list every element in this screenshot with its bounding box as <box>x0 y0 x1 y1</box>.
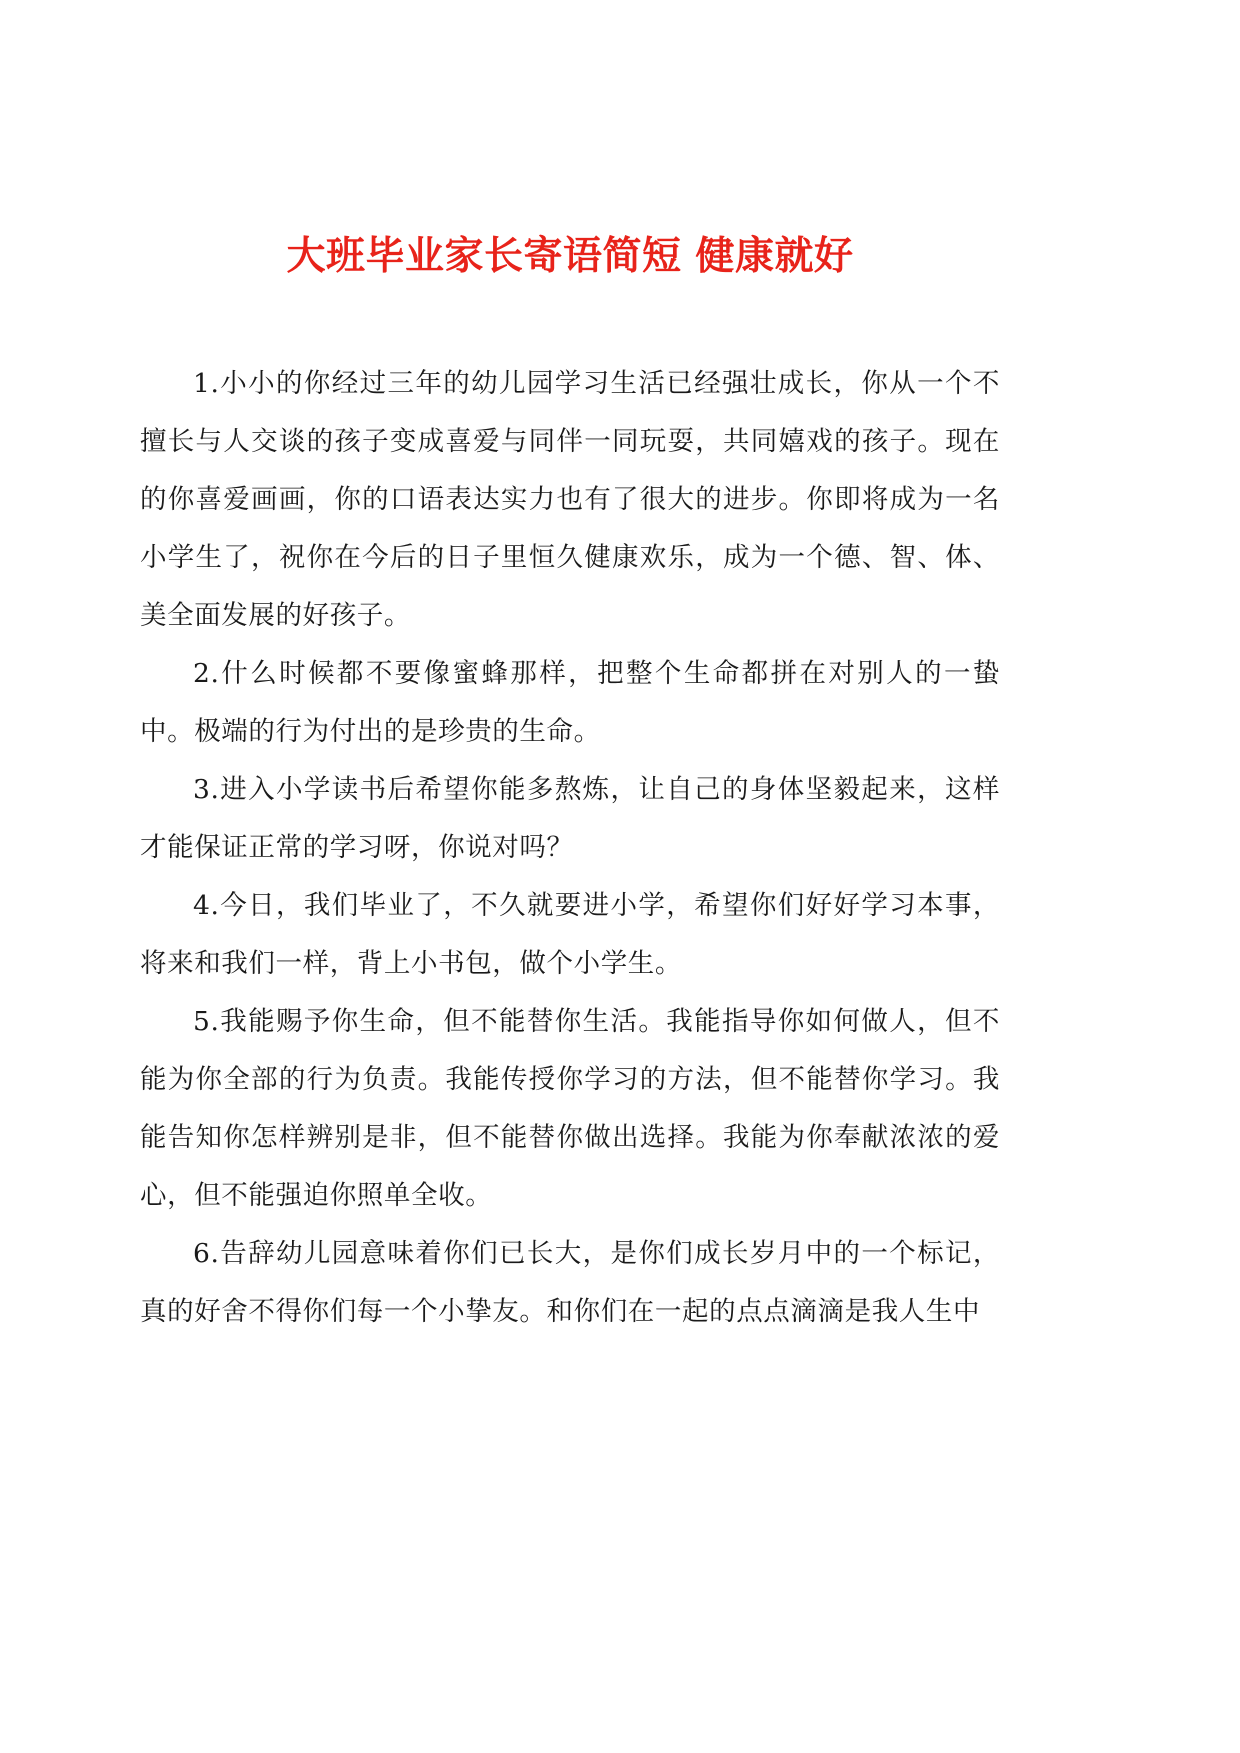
paragraph-4: 4.今日，我们毕业了，不久就要进小学，希望你们好好学习本事，将来和我们一样，背上小书包，做个小学生。 <box>140 889 1000 979</box>
paragraph-3: 3.进入小学读书后希望你能多熬炼，让自己的身体坚毅起来，这样才能保证正常的学习呀，你说对吗？ <box>140 773 1000 863</box>
document-body <box>140 355 1000 1341</box>
page-title: 大班毕业家长寄语简短 健康就好 <box>286 233 854 279</box>
paragraph-5: 5.我能赐予你生命，但不能替你生活。我能指导你如何做人，但不能为你全部的行为负责。我能传授你学习的方法，但不能替你学习。我能告知你怎样辨别是非，但不能替你做出选择。我能为你奉献浓浓的爱心，但不能强迫你照单全收。 <box>140 1005 1000 1211</box>
page-content <box>140 0 1000 1341</box>
paragraph-2: 2.什么时候都不要像蜜蜂那样，把整个生命都拼在对别人的一蛰中。极端的行为付出的是珍贵的生命。 <box>140 657 1000 747</box>
paragraph-1: 1.小小的你经过三年的幼儿园学习生活已经强壮成长，你从一个不擅长与人交谈的孩子变成喜爱与同伴一同玩耍，共同嬉戏的孩子。现在的你喜爱画画，你的口语表达实力也有了很大的进步。你即将成为一名小学生了，祝你在今后的日子里恒久健康欢乐，成为一个德、智、体、美全面发展的好孩子。 <box>140 367 1000 631</box>
paragraph-6: 6.告辞幼儿园意味着你们已长大，是你们成长岁月中的一个标记，真的好舍不得你们每一个小挚友。和你们在一起的点点滴滴是我人生中 <box>140 1237 1000 1327</box>
